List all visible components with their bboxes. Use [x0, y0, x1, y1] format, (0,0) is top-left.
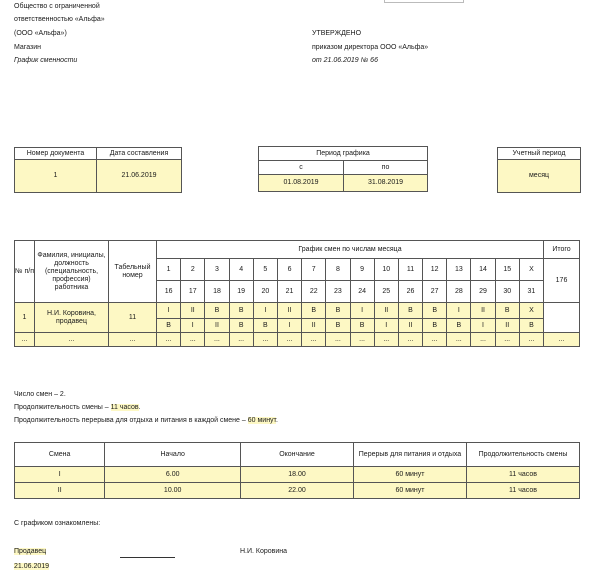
- filler-cell: ...: [229, 333, 253, 347]
- shift-cell: В: [326, 303, 350, 319]
- account-period-value: месяц: [498, 160, 581, 193]
- filler-cell: ...: [157, 333, 181, 347]
- shift-cell: В: [447, 319, 471, 333]
- shift-cell: X: [519, 303, 543, 319]
- day-cell: 20: [253, 281, 277, 303]
- day-cell: 10: [374, 259, 398, 281]
- day-cell: 19: [229, 281, 253, 303]
- shift-cell: В: [350, 319, 374, 333]
- filler-cell: ...: [544, 333, 580, 347]
- filler-cell: ...: [447, 333, 471, 347]
- row-num: 1: [15, 303, 35, 333]
- shift-cell: В: [423, 303, 447, 319]
- day-cell: 4: [229, 259, 253, 281]
- shift-cell: I: [181, 319, 205, 333]
- shift-cell: В: [157, 319, 181, 333]
- day-cell: 18: [205, 281, 229, 303]
- shifts-header-cell: Смена: [15, 443, 105, 467]
- shift-cell: II: [205, 319, 229, 333]
- filler-cell: ...: [181, 333, 205, 347]
- approved-by: приказом директора ООО «Альфа»: [312, 44, 429, 51]
- shift-cell: В: [398, 303, 422, 319]
- day-cell: 14: [471, 259, 495, 281]
- shifts-cell: 10.00: [105, 483, 241, 499]
- shift-cell: I: [157, 303, 181, 319]
- filler-cell: ...: [326, 333, 350, 347]
- schedule-col-days: График смен по числам месяца: [157, 241, 544, 259]
- note-suffix: .: [275, 417, 278, 424]
- day-cell: 22: [302, 281, 326, 303]
- day-cell: 5: [253, 259, 277, 281]
- filler-cell: ...: [495, 333, 519, 347]
- approved-title: УТВЕРЖДЕНО: [312, 30, 362, 37]
- day-cell: 7: [302, 259, 326, 281]
- note-suffix: .: [138, 404, 141, 411]
- filler-cell: ...: [374, 333, 398, 347]
- filler-cell: ...: [302, 333, 326, 347]
- filler-cell: ...: [398, 333, 422, 347]
- day-cell: 27: [423, 281, 447, 303]
- account-period-table: [497, 147, 581, 193]
- doc-date: 21.06.2019: [97, 160, 182, 193]
- note-shift-duration: [14, 404, 141, 411]
- org-line1: Общество с ограниченной: [14, 3, 100, 10]
- day-cell: X: [519, 259, 543, 281]
- shift-cell: II: [398, 319, 422, 333]
- day-cell: 29: [471, 281, 495, 303]
- filler-cell: ...: [35, 333, 109, 347]
- org-short: (ООО «Альфа»): [14, 30, 67, 37]
- row-name: Н.И. Коровина, продавец: [35, 303, 109, 333]
- shifts-cell: 18.00: [240, 467, 353, 483]
- filler-cell: ...: [205, 333, 229, 347]
- shift-cell: В: [519, 319, 543, 333]
- note-shifts-count: Число смен – 2.: [14, 391, 66, 398]
- shifts-cell: 11 часов: [466, 467, 579, 483]
- day-cell: 6: [277, 259, 301, 281]
- filler-row: [15, 333, 580, 347]
- day-cell: 28: [447, 281, 471, 303]
- schedule-col-total: Итого: [544, 241, 580, 259]
- shifts-cell: 6.00: [105, 467, 241, 483]
- approved-date: от 21.06.2019 № 66: [312, 57, 378, 64]
- doc-number-label: Номер документа: [15, 148, 97, 160]
- day-cell: 26: [398, 281, 422, 303]
- period-table: [258, 146, 428, 192]
- period-from: 01.08.2019: [259, 175, 344, 192]
- day-cell: 16: [157, 281, 181, 303]
- period-title: Период графика: [259, 147, 428, 161]
- shifts-header-cell: Окончание: [240, 443, 353, 467]
- shift-cell: I: [277, 319, 301, 333]
- day-cell: 31: [519, 281, 543, 303]
- note-break-duration: [14, 417, 278, 424]
- shift-cell: II: [471, 303, 495, 319]
- day-cell: 13: [447, 259, 471, 281]
- org-line2: ответственностью «Альфа»: [14, 16, 105, 23]
- filler-cell: ...: [519, 333, 543, 347]
- shifts-cell: 11 часов: [466, 483, 579, 499]
- shifts-cell: 60 минут: [353, 467, 466, 483]
- note-shift-duration-value: 11 часов: [110, 404, 139, 411]
- acknowledge-label: С графиком ознакомлены:: [14, 520, 101, 527]
- shift-cell: II: [495, 319, 519, 333]
- shift-cell: I: [447, 303, 471, 319]
- shift-cell: II: [277, 303, 301, 319]
- period-to-label: по: [344, 161, 428, 175]
- filler-cell: ...: [471, 333, 495, 347]
- shift-cell: I: [253, 303, 277, 319]
- shift-cell: В: [423, 319, 447, 333]
- day-cell: 24: [350, 281, 374, 303]
- day-cell: 11: [398, 259, 422, 281]
- ack-position: Продавец: [14, 548, 47, 555]
- day-cell: 23: [326, 281, 350, 303]
- shifts-row: [15, 467, 580, 483]
- shifts-header-row: [15, 443, 580, 467]
- shift-cell: I: [471, 319, 495, 333]
- doc-type: График сменности: [14, 57, 78, 64]
- doc-date-label: Дата составления: [97, 148, 182, 160]
- day-cell: 9: [350, 259, 374, 281]
- filler-cell: ...: [253, 333, 277, 347]
- shift-cell: В: [205, 303, 229, 319]
- ack-name: Н.И. Коровина: [240, 548, 288, 555]
- shifts-header-cell: Начало: [105, 443, 241, 467]
- shifts-cell: I: [15, 467, 105, 483]
- shift-cell: В: [495, 303, 519, 319]
- note-break-duration-prefix: Продолжительность перерыва для отдыха и питания в каждой смене –: [14, 417, 248, 424]
- day-cell: 25: [374, 281, 398, 303]
- shifts-row: [15, 483, 580, 499]
- schedule-col-num: № п/п: [15, 241, 35, 303]
- shift-row-1: [15, 303, 580, 319]
- day-cell: 3: [205, 259, 229, 281]
- day-cell: 12: [423, 259, 447, 281]
- doc-info-table: [14, 147, 182, 193]
- schedule-table: [14, 240, 580, 347]
- shift-cell: II: [181, 303, 205, 319]
- doc-number: 1: [15, 160, 97, 193]
- period-to: 31.08.2019: [344, 175, 428, 192]
- shift-cell: В: [253, 319, 277, 333]
- schedule-total: 176: [544, 259, 580, 303]
- shifts-table: [14, 442, 580, 499]
- day-cell: 8: [326, 259, 350, 281]
- day-cell: 21: [277, 281, 301, 303]
- shift-cell: II: [302, 319, 326, 333]
- day-cell: 17: [181, 281, 205, 303]
- shift-cell: В: [302, 303, 326, 319]
- shift-cell: В: [326, 319, 350, 333]
- filler-cell: ...: [423, 333, 447, 347]
- ack-date: 21.06.2019: [14, 563, 50, 570]
- period-from-label: с: [259, 161, 344, 175]
- row-tab: 11: [109, 303, 157, 333]
- shifts-header-cell: Перерыв для питания и отдыха: [353, 443, 466, 467]
- shift-cell: II: [374, 303, 398, 319]
- note-break-duration-value: 60 минут: [247, 417, 276, 424]
- shifts-cell: 22.00: [240, 483, 353, 499]
- filler-cell: ...: [109, 333, 157, 347]
- top-box-fragment: [384, 0, 464, 3]
- filler-cell: ...: [15, 333, 35, 347]
- day-cell: 2: [181, 259, 205, 281]
- row-total-empty: [544, 303, 580, 333]
- shift-cell: В: [229, 303, 253, 319]
- shift-cell: В: [229, 319, 253, 333]
- account-period-label: Учетный период: [498, 148, 581, 160]
- shifts-cell: 60 минут: [353, 483, 466, 499]
- shifts-header-cell: Продолжительность смены: [466, 443, 579, 467]
- filler-cell: ...: [350, 333, 374, 347]
- shift-cell: I: [374, 319, 398, 333]
- shift-cell: I: [350, 303, 374, 319]
- schedule-col-tab: Табельный номер: [109, 241, 157, 303]
- shifts-cell: II: [15, 483, 105, 499]
- note-shift-duration-prefix: Продолжительность смены –: [14, 404, 111, 411]
- schedule-col-name: Фамилия, инициалы, должность (специальность, профессия) работника: [35, 241, 109, 303]
- day-cell: 1: [157, 259, 181, 281]
- signature-line: [120, 557, 175, 558]
- department: Магазин: [14, 44, 42, 51]
- day-cell: 15: [495, 259, 519, 281]
- filler-cell: ...: [277, 333, 301, 347]
- day-cell: 30: [495, 281, 519, 303]
